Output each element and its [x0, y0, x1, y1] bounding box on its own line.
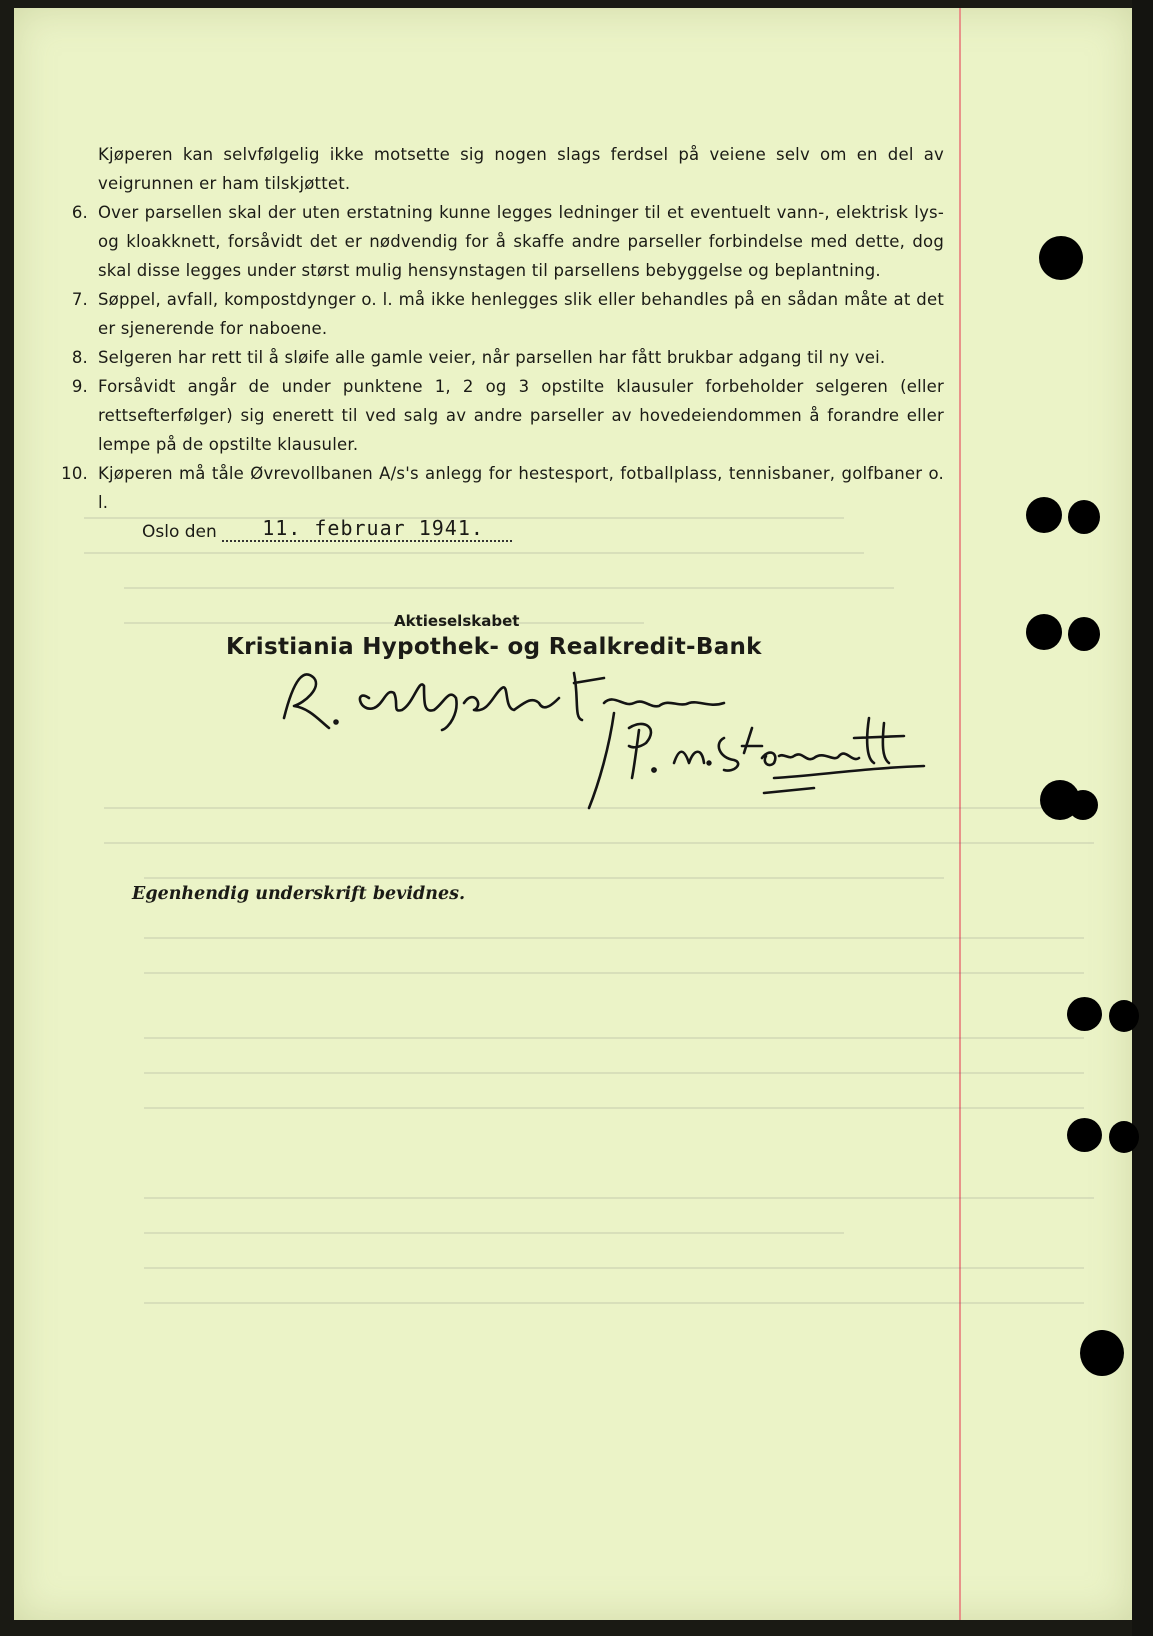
- clause-text: Søppel, avfall, kompostdynger o. l. må ikke henlegges slik eller behandles på en sådan måte at det er sjenerende for naboene.: [98, 290, 944, 338]
- punch-hole: [1068, 500, 1100, 534]
- clause-8: [44, 343, 944, 372]
- punch-hole: [1109, 1000, 1139, 1032]
- clause-text: Over parsellen skal der uten erstatning kunne legges ledninger til et eventuelt vann-, elektrisk lys- og kloakknett, forsåvidt det er nødvendig for å skaffe andre parseller forbindelse med dette, dog skal disse legges under størst mulig hensynstagen til parsellens bebyggelse og beplantning.: [98, 203, 944, 280]
- clause-7: [44, 285, 944, 343]
- punch-hole: [1109, 1121, 1139, 1153]
- clause-number: [44, 140, 98, 198]
- clause-text: Kjøperen kan selvfølgelig ikke motsette sig nogen slags ferdsel på veiene selv om en del av veigrunnen er ham tilskjøttet.: [98, 145, 944, 193]
- clause-number: 6.: [71, 203, 88, 222]
- clause-text: Selgeren har rett til å sløife alle gamle veier, når parsellen har fått brukbar adgang til ny vei.: [98, 348, 886, 367]
- signature-2: [584, 708, 944, 818]
- clause-continuation: [44, 140, 944, 198]
- company-name: Kristiania Hypothek- og Realkredit-Bank: [226, 634, 762, 660]
- clause-text: Kjøperen må tåle Øvrevollbanen A/s's anlegg for hestesport, fotballplass, tennisbaner, golfbaner o. l.: [98, 464, 944, 512]
- punch-hole: [1067, 1118, 1102, 1152]
- punch-hole: [1026, 614, 1062, 650]
- binding-edge: [1132, 0, 1153, 1636]
- punch-hole: [1068, 617, 1100, 651]
- date-value: 11. februar 1941.: [222, 516, 512, 542]
- clause-number: 7.: [71, 290, 88, 309]
- punch-hole: [1067, 997, 1102, 1031]
- clause-text: Forsåvidt angår de under punktene 1, 2 og 3 opstilte klausuler forbeholder selgeren (eller rettsefterfølger) sig enerett til ved salg av andre parseller av hovedeiendommen å forandre eller lempe på de opstilte klausuler.: [98, 377, 944, 454]
- document-page: [14, 8, 1132, 1620]
- place-prefix: Oslo den: [142, 522, 217, 542]
- punch-hole: [1068, 790, 1098, 820]
- clause-number: 10.: [61, 464, 88, 483]
- punch-hole: [1039, 236, 1083, 280]
- clause-list: [44, 140, 944, 517]
- clause-6: [44, 198, 944, 285]
- clause-9: [44, 372, 944, 459]
- company-type: Aktieselskabet: [394, 612, 520, 630]
- punch-hole: [1026, 497, 1062, 533]
- clause-10: [44, 459, 944, 517]
- punch-hole: [1080, 1330, 1124, 1376]
- certification-text: Egenhendig underskrift bevidnes.: [132, 884, 466, 904]
- clause-number: 8.: [71, 348, 88, 367]
- dateline: [142, 516, 512, 542]
- clause-number: 9.: [71, 377, 88, 396]
